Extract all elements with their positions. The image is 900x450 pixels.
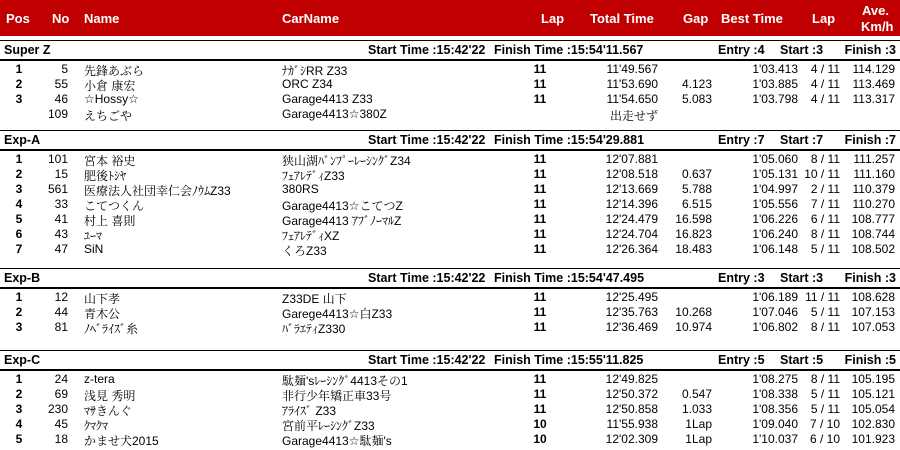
cell-car-name: Garage4413☆こてつZ (282, 199, 403, 213)
cell-average-speed: 108.502 (851, 242, 895, 256)
cell-laps: 11 (533, 182, 547, 196)
cell-best-time: 1'07.046 (752, 305, 798, 319)
table-row (0, 196, 900, 211)
cell-average-speed: 101.923 (851, 432, 895, 446)
cell-pos: 4 (15, 197, 23, 211)
cell-average-speed: 108.777 (851, 212, 895, 226)
table-row (0, 61, 900, 76)
cell-pos: 7 (15, 242, 23, 256)
table-row (0, 401, 900, 416)
section-title: Exp-C (4, 353, 41, 367)
cell-average-speed: 107.053 (851, 320, 895, 334)
cell-total-time: 12'07.881 (605, 152, 658, 166)
section-finish-count: Finish :3 (844, 271, 896, 285)
section-entry: Entry :4 (718, 43, 765, 57)
section-header (0, 40, 900, 61)
cell-laps: 11 (533, 402, 547, 416)
cell-average-speed: 110.379 (852, 182, 895, 196)
cell-gap: 16.823 (675, 227, 712, 241)
cell-total-time: 12'08.518 (605, 167, 658, 181)
cell-car-name: ﾌｪｱﾚﾃﾞｨZ33 (282, 169, 345, 183)
table-row (0, 226, 900, 241)
cell-laps: 11 (533, 372, 547, 386)
cell-gap: 18.483 (675, 242, 712, 256)
section-header (0, 130, 900, 151)
cell-total-time: 12'24.704 (605, 227, 658, 241)
cell-average-speed: 111.257 (853, 152, 895, 166)
cell-average-speed: 111.160 (853, 167, 895, 181)
cell-best-lap: 5 / 11 (810, 305, 840, 319)
cell-gap: 5.788 (681, 182, 712, 196)
cell-laps: 11 (533, 167, 547, 181)
cell-number: 44 (54, 305, 68, 319)
cell-average-speed: 105.054 (851, 402, 895, 416)
class-section (0, 40, 900, 121)
cell-best-time: 1'06.189 (752, 290, 798, 304)
cell-number: 46 (54, 92, 68, 106)
cell-gap: 0.547 (681, 387, 712, 401)
cell-number: 12 (54, 290, 68, 304)
cell-driver-name: 宮本 裕史 (84, 154, 136, 168)
cell-number: 41 (54, 212, 68, 226)
cell-best-lap: 10 / 11 (804, 167, 840, 181)
cell-best-lap: 6 / 10 (809, 432, 840, 446)
section-start-count: Start :3 (780, 271, 824, 285)
section-finish-count: Finish :7 (844, 133, 896, 147)
cell-car-name: Z33DE 山下 (282, 292, 347, 306)
cell-number: 5 (61, 62, 68, 76)
cell-pos: 2 (15, 77, 23, 91)
cell-number: 69 (54, 387, 68, 401)
cell-average-speed: 114.129 (852, 62, 895, 76)
cell-gap: 10.268 (675, 305, 712, 319)
section-start-count: Start :7 (780, 133, 824, 147)
cell-average-speed: 107.153 (851, 305, 895, 319)
section-title: Exp-B (4, 271, 41, 285)
section-entry: Entry :3 (718, 271, 765, 285)
col-best-lap: Lap (812, 11, 836, 26)
cell-best-time: 1'06.240 (752, 227, 798, 241)
cell-pos: 6 (15, 227, 23, 241)
cell-number: 33 (54, 197, 68, 211)
cell-pos: 3 (15, 182, 23, 196)
class-section (0, 268, 900, 334)
cell-best-time: 1'10.037 (752, 432, 798, 446)
col-gap: Gap (683, 11, 709, 26)
cell-driver-name: 先鋒あぶら (84, 64, 145, 78)
cell-gap: 6.515 (681, 197, 712, 211)
cell-best-time: 1'05.556 (752, 197, 798, 211)
cell-car-name: ｱﾗｲｽﾞ Z33 (282, 404, 337, 418)
cell-driver-name: ﾏｻきんぐ (84, 404, 133, 418)
cell-car-name: Garage4413☆駄麺's (282, 434, 392, 448)
cell-best-time: 1'03.798 (752, 92, 798, 106)
cell-number: 18 (54, 432, 68, 446)
cell-best-time: 1'06.226 (752, 212, 798, 226)
cell-driver-name: 小倉 康宏 (84, 79, 136, 93)
cell-total-time: 12'26.364 (605, 242, 658, 256)
cell-total-time: 11'49.567 (606, 62, 658, 76)
table-row (0, 166, 900, 181)
cell-driver-name: 山下孝 (84, 292, 121, 306)
cell-best-time: 1'08.356 (752, 402, 798, 416)
cell-average-speed: 105.195 (851, 372, 895, 386)
table-row (0, 151, 900, 166)
section-title: Super Z (4, 43, 51, 57)
col-total-time: Total Time (590, 11, 654, 26)
cell-car-name: 狭山湖ﾊﾞﾝﾌﾟｰﾚｰｼﾝｸﾞZ34 (282, 154, 411, 168)
cell-car-name: ﾊﾞﾗｴﾃｨZ330 (282, 322, 346, 336)
cell-best-time: 1'05.131 (752, 167, 798, 181)
cell-gap: 1Lap (685, 432, 712, 446)
cell-pos: 5 (15, 212, 23, 226)
cell-best-lap: 4 / 11 (810, 92, 840, 106)
cell-driver-name: 青木公 (84, 307, 121, 321)
cell-gap: 4.123 (681, 77, 712, 91)
table-row (0, 91, 900, 106)
cell-gap: 10.974 (675, 320, 712, 334)
cell-laps: 11 (533, 305, 547, 319)
cell-laps: 11 (533, 242, 547, 256)
section-start-time: Start Time :15:42'22 (368, 133, 486, 147)
cell-driver-name: ﾉﾍﾞﾗｲｽﾞ糸 (84, 322, 139, 336)
cell-gap: 16.598 (675, 212, 712, 226)
cell-pos: 2 (15, 305, 23, 319)
cell-laps: 10 (533, 417, 547, 431)
cell-total-time: 11'54.650 (606, 92, 658, 106)
cell-laps: 11 (533, 62, 547, 76)
cell-best-time: 1'06.802 (752, 320, 798, 334)
cell-total-time: 12'50.858 (605, 402, 658, 416)
cell-gap: 1.033 (681, 402, 712, 416)
cell-number: 109 (47, 107, 68, 121)
cell-number: 45 (54, 417, 68, 431)
table-row (0, 211, 900, 226)
class-section (0, 130, 900, 256)
cell-average-speed: 113.469 (852, 77, 895, 91)
cell-best-lap: 5 / 11 (810, 242, 840, 256)
cell-total-time: 11'53.690 (606, 77, 658, 91)
section-start-count: Start :3 (780, 43, 824, 57)
cell-number: 81 (54, 320, 68, 334)
section-finish-count: Finish :3 (844, 43, 896, 57)
class-section (0, 350, 900, 446)
cell-best-time: 1'04.997 (752, 182, 798, 196)
table-row (0, 416, 900, 431)
cell-pos: 3 (15, 320, 23, 334)
cell-gap: 5.083 (681, 92, 712, 106)
table-row (0, 76, 900, 91)
section-start-time: Start Time :15:42'22 (368, 43, 486, 57)
cell-best-lap: 5 / 11 (810, 402, 840, 416)
col-lap: Lap (541, 11, 565, 26)
cell-driver-name: かませ犬2015 (84, 434, 159, 448)
cell-best-lap: 11 / 11 (805, 290, 840, 304)
section-title: Exp-A (4, 133, 41, 147)
table-row (0, 241, 900, 256)
cell-best-time: 1'09.040 (752, 417, 798, 431)
col-ave: Ave. (862, 3, 889, 18)
cell-car-name: Garage4413 ｱﾌﾞﾉｰﾏﾙZ (282, 214, 402, 228)
cell-pos: 4 (15, 417, 23, 431)
section-entry: Entry :7 (718, 133, 765, 147)
cell-driver-name: 村上 喜則 (84, 214, 136, 228)
cell-total-time: 12'13.669 (605, 182, 658, 196)
cell-total-time: 12'24.479 (605, 212, 658, 226)
section-finish-time: Finish Time :15:54'29.881 (494, 133, 645, 147)
cell-driver-name: こてつくん (84, 199, 145, 213)
table-row (0, 371, 900, 386)
cell-car-name: 非行少年矯正車33号 (282, 389, 392, 403)
cell-laps: 11 (533, 290, 547, 304)
cell-car-name: ORC Z34 (282, 77, 333, 91)
section-header (0, 350, 900, 371)
cell-total-time: 12'02.309 (605, 432, 658, 446)
cell-total-time: 12'50.372 (605, 387, 658, 401)
cell-pos: 2 (15, 167, 23, 181)
cell-laps: 11 (533, 320, 547, 334)
table-row (0, 181, 900, 196)
table-row (0, 431, 900, 446)
cell-driver-name: 医療法人社団幸仁会ﾉｳﾑZ33 (84, 184, 231, 198)
cell-number: 561 (47, 182, 68, 196)
col-name: Name (84, 11, 120, 26)
col-best-time: Best Time (721, 11, 783, 26)
cell-average-speed: 102.830 (851, 417, 895, 431)
cell-driver-name: ☆Hossy☆ (84, 92, 139, 106)
cell-car-name: 宮前平ﾚｰｼﾝｸﾞZ33 (282, 419, 375, 433)
cell-total-time: 12'14.396 (605, 197, 658, 211)
cell-best-lap: 2 / 11 (810, 182, 840, 196)
cell-driver-name: ｸﾏｸﾏ (84, 419, 109, 433)
section-header (0, 268, 900, 289)
cell-best-lap: 5 / 11 (810, 387, 840, 401)
cell-best-lap: 8 / 11 (810, 372, 840, 386)
cell-best-time: 1'06.148 (752, 242, 798, 256)
cell-car-name: 駄麺'sﾚｰｼﾝｸﾞ4413その1 (282, 374, 408, 388)
cell-best-lap: 4 / 11 (810, 77, 840, 91)
cell-average-speed: 108.628 (851, 290, 895, 304)
cell-car-name: くろZ33 (282, 244, 327, 258)
cell-best-lap: 4 / 11 (810, 62, 840, 76)
cell-best-lap: 7 / 11 (810, 197, 840, 211)
cell-number: 230 (47, 402, 68, 416)
col-carname: CarName (282, 11, 340, 26)
section-finish-time: Finish Time :15:55'11.825 (494, 353, 644, 367)
cell-best-lap: 7 / 10 (809, 417, 840, 431)
cell-total-time: 12'25.495 (605, 290, 658, 304)
table-row (0, 289, 900, 304)
cell-number: 15 (54, 167, 68, 181)
cell-number: 55 (54, 77, 68, 91)
section-finish-count: Finish :5 (844, 353, 896, 367)
cell-best-lap: 8 / 11 (810, 320, 840, 334)
section-entry: Entry :5 (718, 353, 765, 367)
col-pos: Pos (6, 11, 30, 26)
cell-best-time: 1'08.275 (752, 372, 798, 386)
cell-best-time: 1'08.338 (752, 387, 798, 401)
cell-car-name: ﾌｪｱﾚﾃﾞｨXZ (282, 229, 340, 243)
cell-number: 43 (54, 227, 68, 241)
cell-car-name: Garage4413☆380Z (282, 107, 387, 121)
column-header-bar (0, 0, 900, 36)
cell-laps: 11 (533, 92, 547, 106)
cell-gap: 0.637 (681, 167, 712, 181)
cell-total-time: 12'36.469 (605, 320, 658, 334)
cell-total-time: 12'35.763 (605, 305, 658, 319)
cell-average-speed: 105.121 (851, 387, 895, 401)
section-start-time: Start Time :15:42'22 (368, 271, 486, 285)
cell-driver-name: ﾕｰﾏ (84, 229, 103, 243)
table-row (0, 319, 900, 334)
cell-total-time: 出走せず (609, 109, 658, 123)
cell-laps: 11 (533, 227, 547, 241)
section-start-time: Start Time :15:42'22 (368, 353, 486, 367)
col-ave-unit: Km/h (861, 19, 894, 34)
cell-total-time: 12'49.825 (605, 372, 658, 386)
table-row (0, 304, 900, 319)
cell-pos: 1 (15, 372, 23, 386)
cell-pos: 5 (15, 432, 23, 446)
cell-laps: 11 (533, 152, 547, 166)
cell-driver-name: 肥後ﾄｼﾔ (84, 169, 127, 183)
cell-car-name: ﾅｶﾞｼRR Z33 (282, 64, 348, 78)
cell-pos: 3 (15, 402, 23, 416)
cell-pos: 3 (15, 92, 23, 106)
cell-average-speed: 108.744 (851, 227, 895, 241)
cell-gap: 1Lap (685, 417, 712, 431)
section-finish-time: Finish Time :15:54'11.567 (494, 43, 644, 57)
cell-average-speed: 113.317 (852, 92, 895, 106)
cell-number: 47 (54, 242, 68, 256)
cell-laps: 11 (533, 212, 547, 226)
cell-number: 24 (54, 372, 68, 386)
cell-driver-name: z-tera (84, 372, 115, 386)
cell-number: 101 (47, 152, 68, 166)
cell-best-lap: 8 / 11 (810, 227, 840, 241)
cell-driver-name: 浅見 秀明 (84, 389, 136, 403)
cell-car-name: Garage4413 Z33 (282, 92, 373, 106)
cell-best-time: 1'03.413 (752, 62, 798, 76)
cell-laps: 11 (533, 387, 547, 401)
cell-laps: 11 (533, 197, 547, 211)
cell-laps: 11 (533, 77, 547, 91)
section-start-count: Start :5 (780, 353, 824, 367)
cell-best-lap: 6 / 11 (810, 212, 840, 226)
cell-pos: 1 (15, 152, 23, 166)
col-no: No (52, 11, 70, 26)
cell-car-name: 380RS (282, 182, 319, 196)
cell-best-lap: 8 / 11 (810, 152, 840, 166)
table-row (0, 106, 900, 121)
cell-laps: 10 (533, 432, 547, 446)
cell-best-time: 1'05.060 (752, 152, 798, 166)
section-finish-time: Finish Time :15:54'47.495 (494, 271, 645, 285)
cell-pos: 1 (15, 290, 23, 304)
cell-total-time: 11'55.938 (606, 417, 658, 431)
cell-pos: 2 (15, 387, 23, 401)
table-row (0, 386, 900, 401)
cell-average-speed: 110.270 (852, 197, 895, 211)
cell-driver-name: えちごや (84, 109, 133, 123)
cell-best-time: 1'03.885 (752, 77, 798, 91)
cell-car-name: Garege4413☆白Z33 (282, 307, 393, 321)
cell-driver-name: SiN (84, 242, 104, 256)
cell-pos: 1 (15, 62, 23, 76)
